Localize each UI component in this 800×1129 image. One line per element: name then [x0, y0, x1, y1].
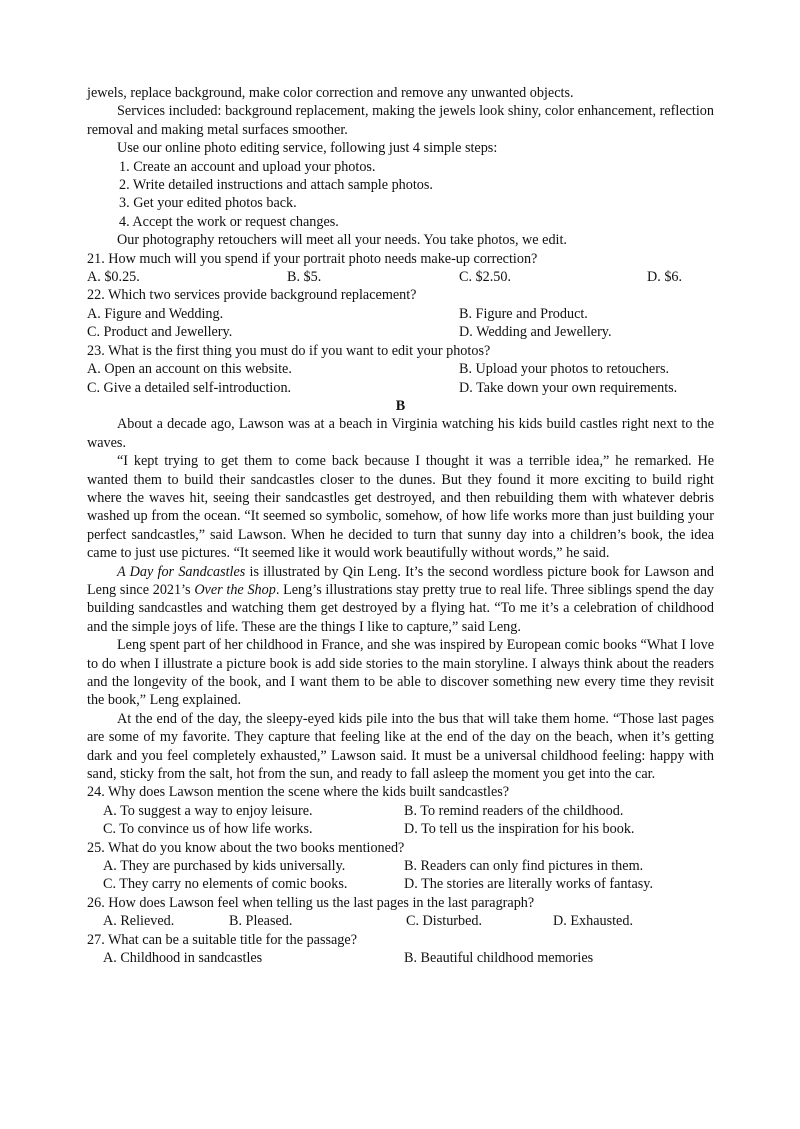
passage-paragraph-4: Leng spent part of her childhood in France, and she was inspired by European comic books “What I love to do when I illustrate a picture book is add side stories to the main storyline. I always think about the readers and the longevity of the book, and I want them to be able to discover something new every time they revisit the book,” Leng explained. — [87, 637, 714, 709]
book-title: A Day for Sandcastles — [117, 563, 246, 580]
option-d: D. Wedding and Jewellery. — [459, 324, 612, 341]
question-27: 27. What can be a suitable title for the passage? — [87, 931, 357, 948]
option-b: B. $5. — [287, 269, 322, 286]
section-heading: B — [395, 397, 406, 414]
options-23-row2 — [87, 379, 714, 397]
option-b: B. Beautiful childhood memories — [404, 950, 594, 967]
option-b: B. Upload your photos to retouchers. — [459, 361, 670, 378]
passage-paragraph-2: “I kept trying to get them to come back because I thought it was a terrible idea,” he remarked. He wanted them to build their sandcastles closer to the dunes. But they found it more exciting to build right where the waves hit, seeing their sandcastles get destroyed, and then rebuilding them with whatever debris washed up from the ocean. “It seemed so symbolic, somehow, of how life works more than just building your perfect sandcastles,” said Lawson. When he decided to turn that sunny day into a children’s book, the idea came to just use pictures. “It seemed like it would work beautifully without words,” he said. — [87, 453, 714, 562]
paragraph-text: . Leng’s illustrations stay pretty true to real life. Three siblings spend the day building sandcastles and watching them get destroyed by a flying hat. “To me it’s a celebration of childhood and the simple joys of life. These are the things I like to capture,” said Leng. — [87, 581, 715, 635]
passage-paragraph-3 — [87, 563, 714, 637]
option-d: D. $6. — [647, 269, 683, 286]
passage-paragraph-5: At the end of the day, the sleepy-eyed kids pile into the bus that will take them home. “Those last pages are some of my favorite. They capture that feeling like at the end of the day on the beach, when it’s getting dark and you feel completely exhausted,” Lawson said. It must be a universal childhood feeling: happy with sand, sticky from the salt, hot from the sun, and ready to fall asleep the moment you get into the car. — [87, 710, 714, 783]
step-item: 3. Get your edited photos back. — [119, 195, 297, 212]
option-b: B. Pleased. — [229, 913, 293, 930]
options-24-row1 — [87, 802, 714, 820]
step-item: 4. Accept the work or request changes. — [119, 213, 339, 230]
option-d: D. To tell us the inspiration for his book. — [404, 821, 635, 838]
option-b: B. Figure and Product. — [459, 305, 588, 322]
services-paragraph: Services included: background replacement, making the jewels look shiny, color enhancement, reflection removal and making metal surfaces smoother. — [87, 103, 714, 138]
question-21: 21. How much will you spend if your portrait photo needs make-up correction? — [87, 250, 538, 267]
options-25-row2 — [87, 875, 714, 893]
option-d: D. Exhausted. — [553, 913, 633, 930]
question-26: 26. How does Lawson feel when telling us the last pages in the last paragraph? — [87, 894, 535, 911]
option-d: D. Take down your own requirements. — [459, 379, 678, 396]
options-22-row2 — [87, 323, 714, 341]
option-a: A. Figure and Wedding. — [87, 305, 224, 322]
options-24-row2 — [87, 820, 714, 838]
intro-line: jewels, replace background, make color correction and remove any unwanted objects. — [87, 85, 574, 101]
options-23-row1 — [87, 360, 714, 378]
option-a: A. Open an account on this website. — [87, 361, 292, 378]
options-25-row1 — [87, 857, 714, 875]
option-c: C. They carry no elements of comic books. — [103, 876, 348, 893]
passage-paragraph-1: About a decade ago, Lawson was at a beach in Virginia watching his kids build castles right next to the waves. — [87, 416, 714, 451]
question-24: 24. Why does Lawson mention the scene where the kids built sandcastles? — [87, 784, 510, 801]
option-b: B. Readers can only find pictures in them. — [404, 858, 644, 875]
step-item: 2. Write detailed instructions and attach sample photos. — [119, 177, 433, 194]
option-c: C. Product and Jewellery. — [87, 324, 233, 341]
question-25: 25. What do you know about the two books mentioned? — [87, 839, 405, 856]
option-a: A. Childhood in sandcastles — [103, 950, 263, 967]
book-title: Over the Shop — [194, 581, 276, 598]
document-page — [87, 84, 714, 968]
option-b: B. To remind readers of the childhood. — [404, 802, 624, 819]
question-23: 23. What is the first thing you must do if you want to edit your photos? — [87, 342, 491, 359]
options-22-row1 — [87, 305, 714, 323]
question-22: 22. Which two services provide background replacement? — [87, 287, 417, 304]
options-27-row1 — [87, 949, 714, 967]
steps-intro: Use our online photo editing service, following just 4 simple steps: — [117, 140, 498, 157]
option-c: C. $2.50. — [459, 269, 512, 286]
option-a: A. $0.25. — [87, 269, 140, 286]
step-item: 1. Create an account and upload your photos. — [119, 158, 376, 175]
option-d: D. The stories are literally works of fantasy. — [404, 876, 653, 893]
closing-line: Our photography retouchers will meet all your needs. You take photos, we edit. — [117, 232, 567, 249]
option-a: A. Relieved. — [103, 913, 175, 930]
option-c: C. Give a detailed self-introduction. — [87, 379, 292, 396]
paragraph-text: is illustrated by Qin Leng. It’s the second wordless picture book for Lawson and Leng since 2021’s — [87, 563, 715, 598]
option-c: C. To convince us of how life works. — [103, 821, 313, 838]
options-21 — [87, 268, 714, 286]
option-a: A. They are purchased by kids universally. — [103, 858, 346, 875]
option-c: C. Disturbed. — [406, 913, 483, 930]
option-a: A. To suggest a way to enjoy leisure. — [103, 802, 313, 819]
options-26 — [87, 912, 714, 930]
